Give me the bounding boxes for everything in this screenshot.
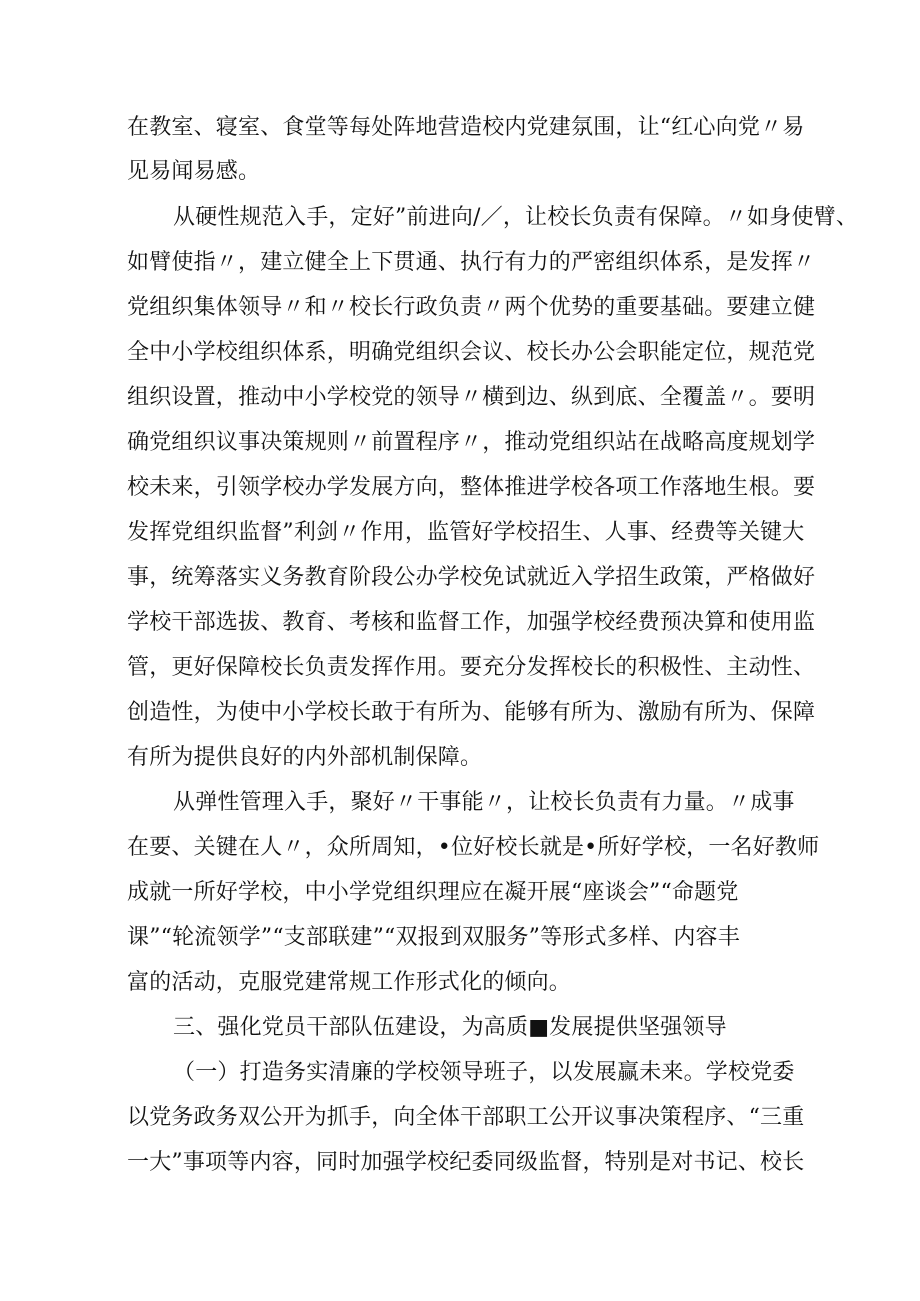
text-line-5: 党组织集体领导〃和〃校长行政负责〃两个优势的重要基础。要建立健	[127, 295, 816, 320]
section-heading: 三、强化党员干部队伍建设，为高质■发展提供坚强领导	[173, 1015, 727, 1040]
text-line-12: 学校干部选拔、教育、考核和监督工作，加强学校经费预决算和使用监	[127, 610, 816, 635]
text-line-8: 确党组织议事决策规则〃前置程序〃，推动党组织站在战略高度规划学	[127, 430, 816, 455]
text-line-10: 发挥党组织监督”利剑〃作用，监管好学校招生、人事、经费等关键大	[127, 520, 805, 545]
text-line-20: 富的活动，克服党建常规工作形式化的倾向。	[127, 970, 572, 995]
text-line-24: 一大”事项等内容，同时加强学校纪委同级监督，特别是对书记、校长	[127, 1150, 805, 1175]
text-line-14: 创造性，为使中小学校长敢于有所为、能够有所为、激励有所为、保障	[127, 700, 816, 725]
text-line-13: 管，更好保障校长负责发挥作用。要充分发挥校长的积极性、主动性、	[127, 655, 816, 680]
text-line-1: 在教室、寝室、食堂等每处阵地营造校内党建氛围，让“红心向党〃易	[127, 115, 805, 140]
text-line-6: 全中小学校组织体系，明确党组织会议、校长办公会职能定位，规范党	[127, 340, 816, 365]
text-line-16: 从弹性管理入手，聚好〃干事能〃，让校长负责有力量。〃成事	[173, 790, 795, 815]
text-line-11: 事，统筹落实义务教育阶段公办学校免试就近入学招生政策，严格做好	[127, 565, 816, 590]
text-line-19: 课”“轮流领学”“支部联建”“双报到双服务”等形式多样、内容丰	[127, 925, 740, 950]
text-line-2: 见易闻易感。	[127, 159, 261, 184]
text-line-3: 从硬性规范入手，定好”前进向/／，让校长负责有保障。〃如身使臂、	[173, 205, 859, 230]
text-line-4: 如臂使指〃，建立健全上下贯通、执行有力的严密组织体系，是发挥〃	[127, 250, 816, 275]
text-line-17: 在要、关键在人〃，众所周知，•位好校长就是•所好学校，一名好教师	[127, 835, 820, 860]
text-line-22: （一）打造务实清廉的学校领导班子，以发展赢未来。学校党委	[173, 1060, 795, 1085]
text-line-23: 以党务政务双公开为抓手，向全体干部职工公开议事决策程序、“三重	[127, 1105, 805, 1130]
text-line-7: 组织设置，推动中小学校党的领导〃横到边、纵到底、全覆盖〃。要明	[127, 385, 816, 410]
text-line-15: 有所为提供良好的内外部机制保障。	[127, 745, 483, 770]
text-line-9: 校未来，引领学校办学发展方向，整体推进学校各项工作落地生根。要	[127, 475, 816, 500]
text-line-18: 成就一所好学校，中小学党组织理应在凝开展“座谈会”“命题党	[127, 880, 739, 905]
